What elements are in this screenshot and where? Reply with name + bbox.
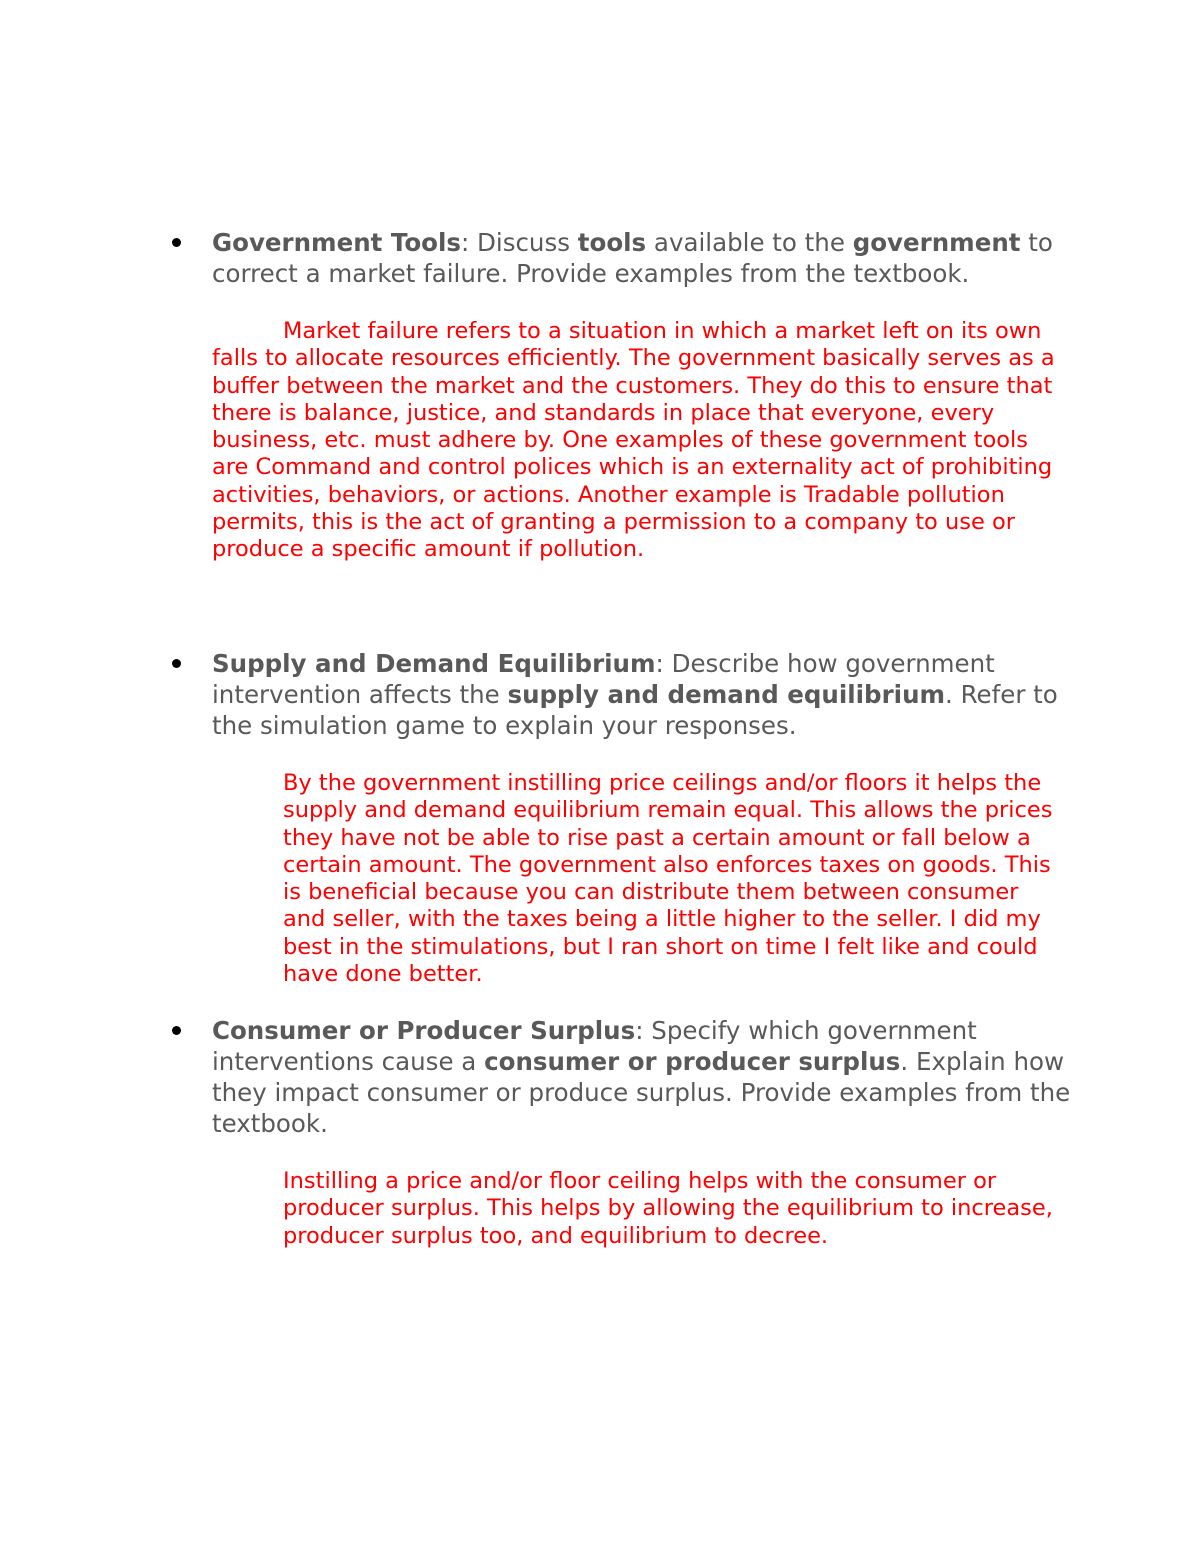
question-heading: Consumer or Producer Surplus (212, 1016, 636, 1045)
question-heading: Government Tools (212, 228, 461, 257)
bullet-icon (172, 1026, 181, 1035)
question-fragment: : Specify which government interventions cause a (212, 1016, 977, 1076)
question-fragment: . Refer to the simulation game to explain your responses. (212, 680, 1058, 740)
question-fragment: : Discuss (460, 228, 578, 257)
question-keyword: supply and demand equilibrium (507, 680, 946, 709)
list-item (212, 1015, 1072, 1250)
question-keyword: government (852, 228, 1021, 257)
question-fragment: . Explain how they impact consumer or produce surplus. Provide examples from the textbook. (212, 1047, 1071, 1138)
question-fragment: available to the (646, 228, 853, 257)
answer-text: Instilling a price and/or floor ceiling helps with the consumer or producer surplus. This helps by allowing the equilibrium to increase, producer surplus too, and equilibrium to decree. (283, 1168, 1053, 1249)
question-keyword: consumer or producer surplus (484, 1047, 901, 1076)
question-text (212, 227, 1072, 289)
answer-text: Market failure refers to a situation in which a market left on its own falls to allocate resources efficiently. The government basically serves as a buffer between the market and the customers. They do this to ensure that there is balance, justice, and standards in place that everyone, every business, etc. must adhere by. One examples of these government tools are Command and control polices which is an externality act of prohibiting activities, behaviors, or actions. Another example is Tradable pollution permits, this is the act of granting a permission to a company to use or produce a specific amount if pollution. (212, 318, 1055, 563)
question-fragment: to correct a market failure. Provide examples from the textbook. (212, 228, 1053, 288)
bullet-icon (172, 659, 181, 668)
question-keyword: tools (577, 228, 647, 257)
question-text (212, 648, 1072, 741)
answer-text: By the government instilling price ceilings and/or floors it helps the supply and demand equilibrium remain equal. This allows the prices they have not be able to rise past a certain amount or fall below a certain amount. The government also enforces taxes on goods. This is beneficial because you can distribute them between consumer and seller, with the taxes being a little higher to the seller. I did my best in the stimulations, but I ran short on time I felt like and could have done better. (283, 770, 1053, 988)
list-item (212, 227, 1072, 564)
list-item (212, 648, 1072, 988)
bullet-icon (172, 238, 181, 247)
question-text (212, 1015, 1072, 1139)
question-heading: Supply and Demand Equilibrium (212, 649, 656, 678)
question-fragment: : Describe how government intervention affects the (212, 649, 995, 709)
